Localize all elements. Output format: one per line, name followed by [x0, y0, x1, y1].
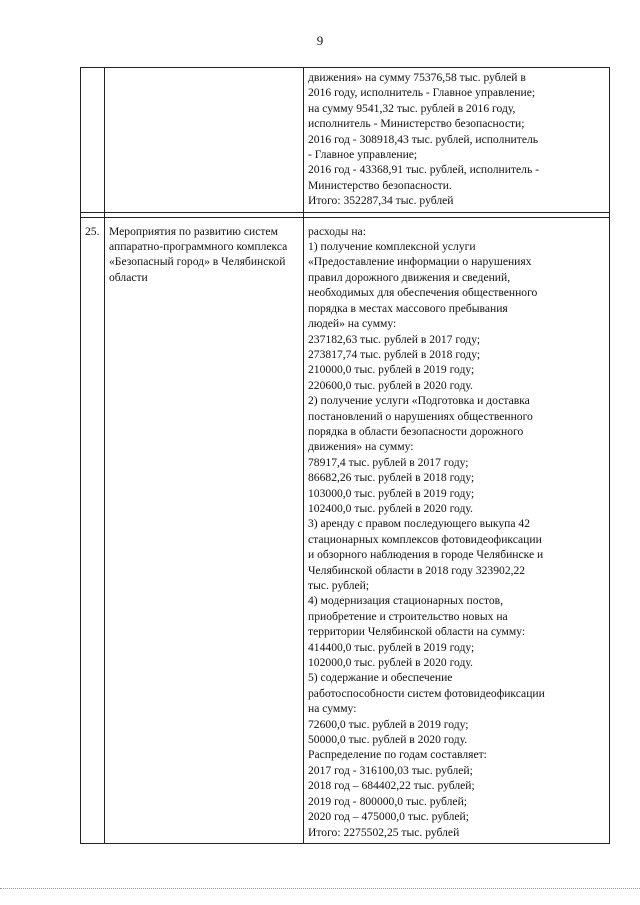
detail-line: на сумму 9541,32 тыс. рублей в 2016 году,	[308, 101, 516, 115]
detail-line: 2018 год – 684402,22 тыс. рублей;	[308, 779, 475, 793]
detail-line: на сумму:	[308, 702, 357, 716]
page-number: 9	[316, 33, 324, 48]
measures-table	[80, 67, 610, 844]
detail-line: 2019 год - 800000,0 тыс. рублей;	[308, 794, 468, 808]
detail-line: 414400,0 тыс. рублей в 2019 году;	[308, 640, 475, 654]
detail-line: Итого: 2275502,25 тыс. рублей	[308, 825, 460, 839]
detail-line: работоспособности систем фотовидеофиксации	[308, 686, 545, 700]
table-row-continuation	[81, 68, 610, 213]
detail-line: стационарных комплексов фотовидеофиксации	[308, 532, 542, 546]
detail-line: 103000,0 тыс. рублей в 2019 году;	[308, 486, 475, 500]
detail-line: расходы на:	[308, 224, 366, 238]
measure-name-cell	[105, 217, 304, 843]
detail-line: 5) содержание и обеспечение	[308, 671, 453, 685]
measure-detail-cell	[304, 68, 610, 213]
name-line: аппаратно-программного комплекса	[109, 240, 288, 254]
table-row-25	[81, 217, 610, 843]
detail-line: 102400,0 тыс. рублей в 2020 году.	[308, 501, 473, 515]
detail-line: 2) получение услуги «Подготовка и доставка	[308, 394, 530, 408]
detail-line: постановлений о нарушениях общественного	[308, 409, 533, 423]
detail-line: 210000,0 тыс. рублей в 2019 году;	[308, 363, 475, 377]
page-bottom-rule	[0, 888, 640, 889]
name-line: Мероприятия по развитию систем	[109, 224, 278, 238]
detail-line: 273817,74 тыс. рублей в 2018 году;	[308, 347, 481, 361]
detail-line: 86682,26 тыс. рублей в 2018 году;	[308, 471, 475, 485]
detail-line: 2016 год - 308918,43 тыс. рублей, исполнитель	[308, 132, 539, 146]
detail-line: порядка в местах массового пребывания	[308, 301, 508, 315]
detail-line: и обзорного наблюдения в городе Челябинске и	[308, 548, 544, 562]
detail-line: 2020 год – 475000,0 тыс. рублей;	[308, 810, 469, 824]
detail-line: движения» на сумму 75376,58 тыс. рублей в	[308, 71, 526, 84]
detail-line: - Главное управление;	[308, 148, 418, 162]
detail-line: 102000,0 тыс. рублей в 2020 году.	[308, 656, 473, 670]
detail-line: Итого: 352287,34 тыс. рублей	[308, 194, 454, 208]
name-line: области	[109, 270, 148, 284]
detail-line: 237182,63 тыс. рублей в 2017 году;	[308, 332, 481, 346]
detail-line: людей» на сумму:	[308, 317, 397, 331]
detail-line: 3) аренду с правом последующего выкупа 42	[308, 517, 531, 531]
detail-line: 2016 году, исполнитель - Главное управление;	[308, 86, 536, 100]
detail-line: тыс. рублей;	[308, 579, 370, 592]
measure-detail-cell	[304, 217, 610, 843]
detail-line: приобретение и строительство новых на	[308, 609, 508, 623]
detail-line: движения» на сумму:	[308, 440, 414, 454]
detail-line: Министерство безопасности.	[308, 178, 452, 192]
detail-line: 4) модернизация стационарных постов,	[308, 594, 504, 608]
row-number-cell: 25.	[81, 217, 105, 843]
detail-line: Челябинской области в 2018 году 323902,22	[308, 563, 526, 577]
detail-line: 220600,0 тыс. рублей в 2020 году.	[308, 378, 473, 392]
detail-line: 1) получение комплексной услуги	[308, 240, 476, 254]
detail-line: территории Челябинской области на сумму:	[308, 625, 526, 639]
detail-line: 2016 год - 43368,91 тыс. рублей, исполнитель -	[308, 163, 540, 177]
detail-line: исполнитель - Министерство безопасности;	[308, 117, 525, 131]
detail-line: 72600,0 тыс. рублей в 2019 году;	[308, 717, 469, 731]
name-line: «Безопасный город» в Челябинской	[109, 255, 286, 269]
measure-name-cell	[105, 68, 304, 213]
detail-line: Распределение по годам составляет:	[308, 748, 487, 762]
detail-line: необходимых для обеспечения общественного	[308, 286, 538, 300]
detail-line: 50000,0 тыс. рублей в 2020 году.	[308, 733, 468, 747]
detail-line: порядка в области безопасности дорожного	[308, 424, 524, 438]
detail-line: «Предоставление информации о нарушениях	[308, 255, 532, 269]
detail-line: 2017 год - 316100,03 тыс. рублей;	[308, 763, 473, 777]
detail-line: 78917,4 тыс. рублей в 2017 году;	[308, 455, 469, 469]
detail-line: правил дорожного движения и сведений,	[308, 270, 511, 284]
row-number-cell	[81, 68, 105, 213]
